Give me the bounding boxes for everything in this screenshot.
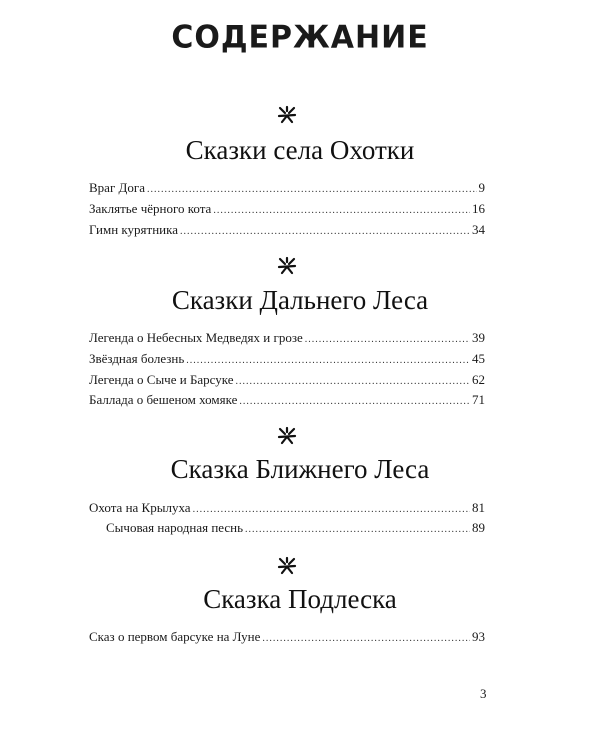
section-heading: Сказка Ближнего Леса bbox=[170, 454, 430, 484]
toc-entry[interactable] bbox=[89, 391, 485, 409]
toc-entry-page: 39 bbox=[472, 330, 485, 345]
toc-entry[interactable] bbox=[89, 179, 485, 197]
toc-entry-page: 9 bbox=[478, 180, 485, 195]
toc-entry-title: Легенда о Небесных Медведях и грозе bbox=[89, 330, 303, 345]
toc-entry-title: Враг Дога bbox=[89, 180, 145, 195]
dot-leader bbox=[239, 393, 470, 411]
toc-entry-page: 81 bbox=[472, 500, 485, 515]
toc-entry-page: 62 bbox=[472, 372, 485, 387]
dot-leader bbox=[147, 181, 477, 199]
toc-entry-title: Сычовая народная песнь bbox=[106, 520, 244, 535]
dot-leader bbox=[180, 223, 470, 241]
toc-entry-title: Охота на Крылуха bbox=[89, 500, 191, 515]
toc-entry[interactable] bbox=[89, 350, 485, 368]
toc-entry-page: 34 bbox=[472, 222, 485, 237]
page-title: СОДЕРЖАНИЕ bbox=[171, 19, 429, 56]
dot-leader bbox=[245, 521, 470, 539]
toc-entry-page: 71 bbox=[472, 392, 485, 407]
toc-entry-page: 45 bbox=[472, 351, 485, 366]
section-heading: Сказки Дальнего Леса bbox=[171, 285, 429, 315]
star-ornament-icon bbox=[276, 426, 298, 446]
toc-entry-page: 16 bbox=[472, 201, 485, 216]
dot-leader bbox=[186, 352, 470, 370]
toc-entry-page: 89 bbox=[472, 520, 485, 535]
star-ornament-icon bbox=[276, 556, 298, 576]
toc-entry[interactable] bbox=[89, 499, 485, 517]
dot-leader bbox=[213, 202, 470, 220]
toc-entry[interactable] bbox=[89, 200, 485, 218]
section-heading: Сказка Подлеска bbox=[203, 584, 397, 614]
toc-entry[interactable] bbox=[106, 519, 485, 537]
dot-leader bbox=[305, 331, 470, 349]
star-ornament-icon bbox=[276, 256, 298, 276]
toc-entry-title: Гимн курятника bbox=[89, 222, 179, 237]
toc-entry-title: Заклятье чёрного кота bbox=[89, 201, 212, 216]
toc-entry[interactable] bbox=[89, 371, 485, 389]
toc-entry[interactable] bbox=[89, 329, 485, 347]
toc-entry-page: 93 bbox=[472, 629, 485, 644]
dot-leader bbox=[262, 630, 470, 648]
toc-entry-title: Баллада о бешеном хомяке bbox=[89, 392, 238, 407]
toc-entry[interactable] bbox=[89, 628, 485, 646]
dot-leader bbox=[236, 373, 470, 391]
star-ornament-icon bbox=[276, 105, 298, 125]
section-heading: Сказки села Охотки bbox=[185, 135, 415, 165]
toc-entry-title: Легенда о Сыче и Барсуке bbox=[89, 372, 234, 387]
dot-leader bbox=[193, 501, 470, 519]
toc-entry-title: Звёздная болезнь bbox=[89, 351, 185, 366]
page-number: 3 bbox=[480, 686, 487, 701]
toc-entry[interactable] bbox=[89, 221, 485, 239]
toc-entry-title: Сказ о первом барсуке на Луне bbox=[89, 629, 261, 644]
